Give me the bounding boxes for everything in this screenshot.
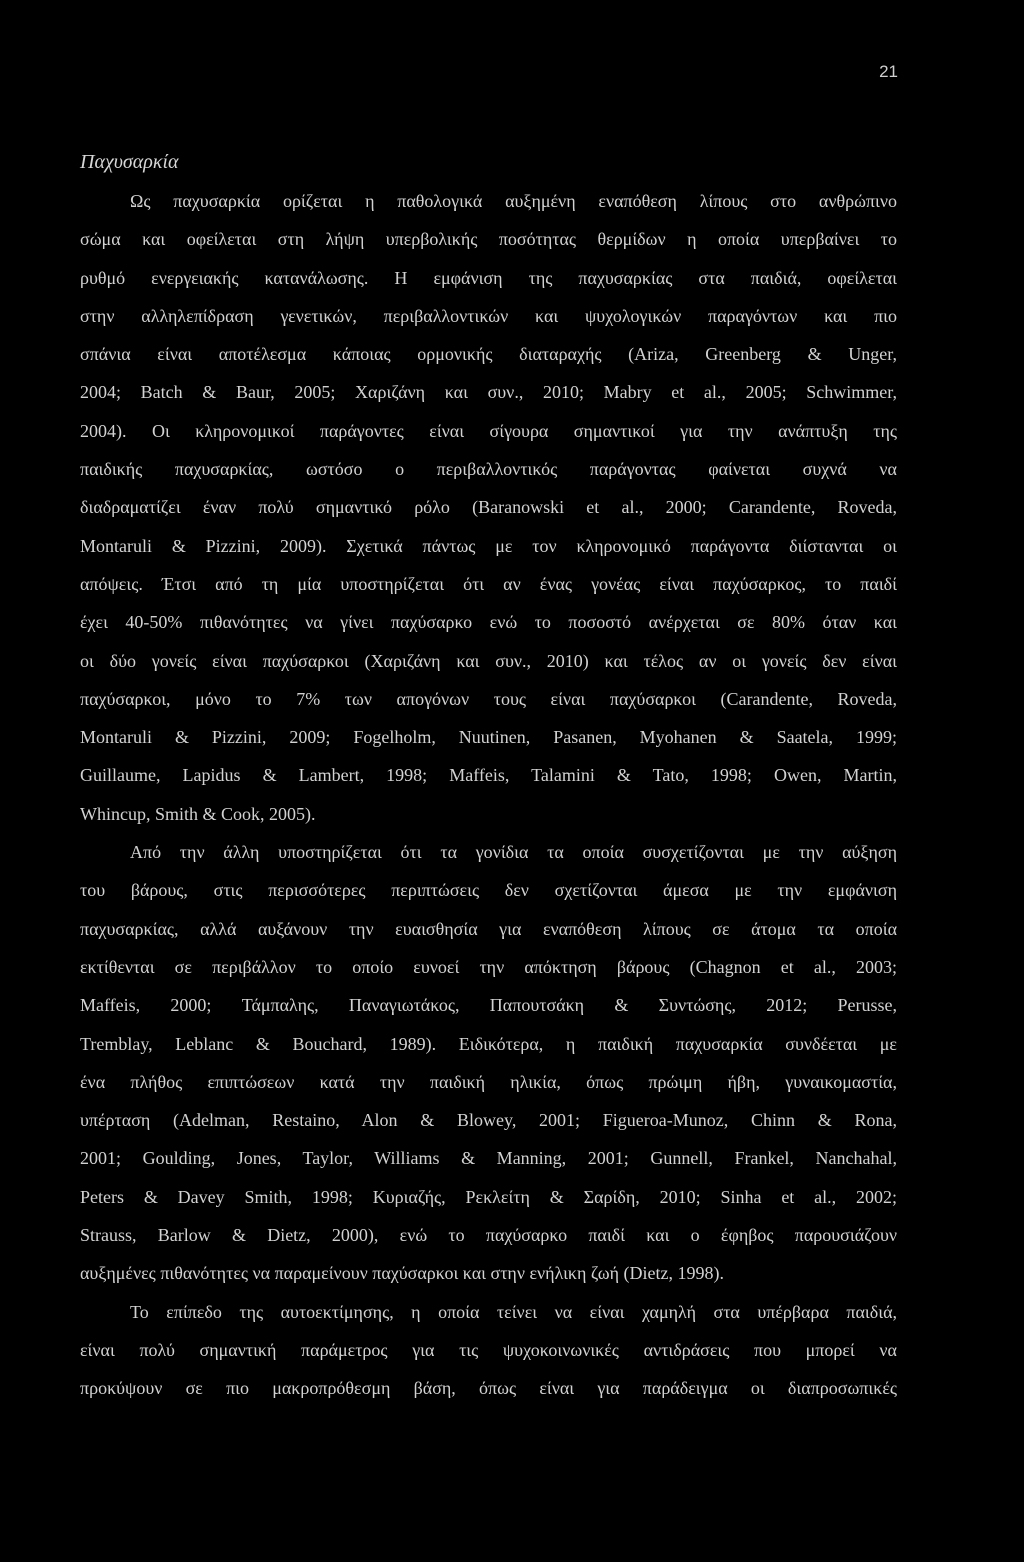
text-line: 2004; Batch & Baur, 2005; Χαριζάνη και συν., 2010; Mabry et al., 2005; Schwimmer, bbox=[80, 382, 897, 403]
page-number: 21 bbox=[879, 62, 898, 81]
text-line: υπέρταση (Adelman, Restaino, Alon & Blowey, 2001; Figueroa-Munoz, Chinn & Rona, bbox=[80, 1110, 897, 1131]
text-line: Ως παχυσαρκία ορίζεται η παθολογικά αυξημένη εναπόθεση λίπους στο ανθρώπινο bbox=[130, 191, 897, 211]
text-line: είναι πολύ σημαντική παράμετρος για τις ψυχοκοινωνικές αντιδράσεις που μπορεί να bbox=[80, 1339, 897, 1360]
text-line: προκύψουν σε πιο μακροπρόθεσμη βάση, όπως είναι για παράδειγμα οι διαπροσωπικές bbox=[80, 1378, 897, 1399]
text-line: Maffeis, 2000; Τάμπαλης, Παναγιωτάκος, Παπουτσάκη & Συντώσης, 2012; Perusse, bbox=[80, 995, 897, 1016]
text-line: σώμα και οφείλεται στη λήψη υπερβολικής ποσότητας θερμίδων η οποία υπερβαίνει το bbox=[80, 229, 897, 250]
text-line: απόψεις. Έτσι από τη μία υποστηρίζεται ότι αν ένας γονέας είναι παχύσαρκος, το παιδί bbox=[80, 573, 897, 594]
paragraph bbox=[80, 833, 897, 1293]
text-line: στην αλληλεπίδραση γενετικών, περιβαλλοντικών και ψυχολογικών παραγόντων και πιο bbox=[80, 305, 897, 326]
text-line: Whincup, Smith & Cook, 2005). bbox=[80, 803, 316, 824]
text-line: παχύσαρκοι, μόνο το 7% των απογόνων τους είναι παχύσαρκοι (Carandente, Roveda, bbox=[80, 688, 897, 709]
text-line: Montaruli & Pizzini, 2009). Σχετικά πάντως με τον κληρονομικό παράγοντα διίστανται οι bbox=[80, 535, 897, 556]
paragraph bbox=[80, 1293, 897, 1408]
text-line: Montaruli & Pizzini, 2009; Fogelholm, Nuutinen, Pasanen, Myohanen & Saatela, 1999; bbox=[80, 727, 897, 748]
paragraph bbox=[80, 182, 897, 833]
paragraphs-container bbox=[80, 182, 897, 1408]
body-text bbox=[80, 148, 897, 1408]
text-line: εκτίθενται σε περιβάλλον το οποίο ευνοεί την απόκτηση βάρους (Chagnon et al., 2003; bbox=[80, 956, 897, 977]
text-line: 2004). Οι κληρονομικοί παράγοντες είναι σίγουρα σημαντικοί για την ανάπτυξη της bbox=[80, 420, 897, 441]
text-line: Από την άλλη υποστηρίζεται ότι τα γονίδια τα οποία συσχετίζονται με την αύξηση bbox=[130, 842, 897, 863]
text-line: Tremblay, Leblanc & Bouchard, 1989). Ειδικότερα, η παιδική παχυσαρκία συνδέεται με bbox=[80, 1033, 897, 1054]
text-line: παχυσαρκίας, αλλά αυξάνουν την ευαισθησία για εναπόθεση λίπους σε άτομα τα οποία bbox=[80, 918, 897, 939]
text-line: έχει 40-50% πιθανότητες να γίνει παχύσαρκο ενώ το ποσοστό ανέρχεται σε 80% όταν και bbox=[80, 612, 897, 633]
text-line: σπάνια είναι αποτέλεσμα κάποιας ορμονικής διαταραχής (Ariza, Greenberg & Unger, bbox=[80, 344, 897, 365]
text-line: παιδικής παχυσαρκίας, ωστόσο ο περιβαλλοντικός παράγοντας φαίνεται συχνά να bbox=[80, 459, 897, 480]
section-heading: Παχυσαρκία bbox=[80, 151, 179, 173]
text-line: Peters & Davey Smith, 1998; Κυριαζής, Ρεκλείτη & Σαρίδη, 2010; Sinha et al., 2002; bbox=[80, 1186, 897, 1207]
text-line: 2001; Goulding, Jones, Taylor, Williams & Manning, 2001; Gunnell, Frankel, Nanchahal, bbox=[80, 1148, 897, 1169]
text-line: ένα πλήθος επιπτώσεων κατά την παιδική ηλικία, όπως πρώιμη ήβη, γυναικομαστία, bbox=[80, 1071, 897, 1092]
text-line: διαδραματίζει έναν πολύ σημαντικό ρόλο (Baranowski et al., 2000; Carandente, Roveda, bbox=[80, 497, 897, 518]
text-line: αυξημένες πιθανότητες να παραμείνουν παχύσαρκοι και στην ενήλικη ζωή (Dietz, 1998). bbox=[80, 1263, 724, 1284]
text-line: ρυθμό ενεργειακής κατανάλωσης. Η εμφάνιση της παχυσαρκίας στα παιδιά, οφείλεται bbox=[80, 267, 897, 288]
text-line: του βάρους, στις περισσότερες περιπτώσεις δεν σχετίζονται άμεσα με την εμφάνιση bbox=[80, 880, 897, 901]
text-line: Το επίπεδο της αυτοεκτίμησης, η οποία τείνει να είναι χαμηλή στα υπέρβαρα παιδιά, bbox=[130, 1301, 897, 1322]
text-line: Guillaume, Lapidus & Lambert, 1998; Maffeis, Talamini & Tato, 1998; Owen, Martin, bbox=[80, 765, 897, 786]
text-line: οι δύο γονείς είναι παχύσαρκοι (Χαριζάνη και συν., 2010) και τέλος αν οι γονείς δεν είναι bbox=[80, 650, 897, 671]
text-line: Strauss, Barlow & Dietz, 2000), ενώ το παχύσαρκο παιδί και ο έφηβος παρουσιάζουν bbox=[80, 1225, 897, 1246]
